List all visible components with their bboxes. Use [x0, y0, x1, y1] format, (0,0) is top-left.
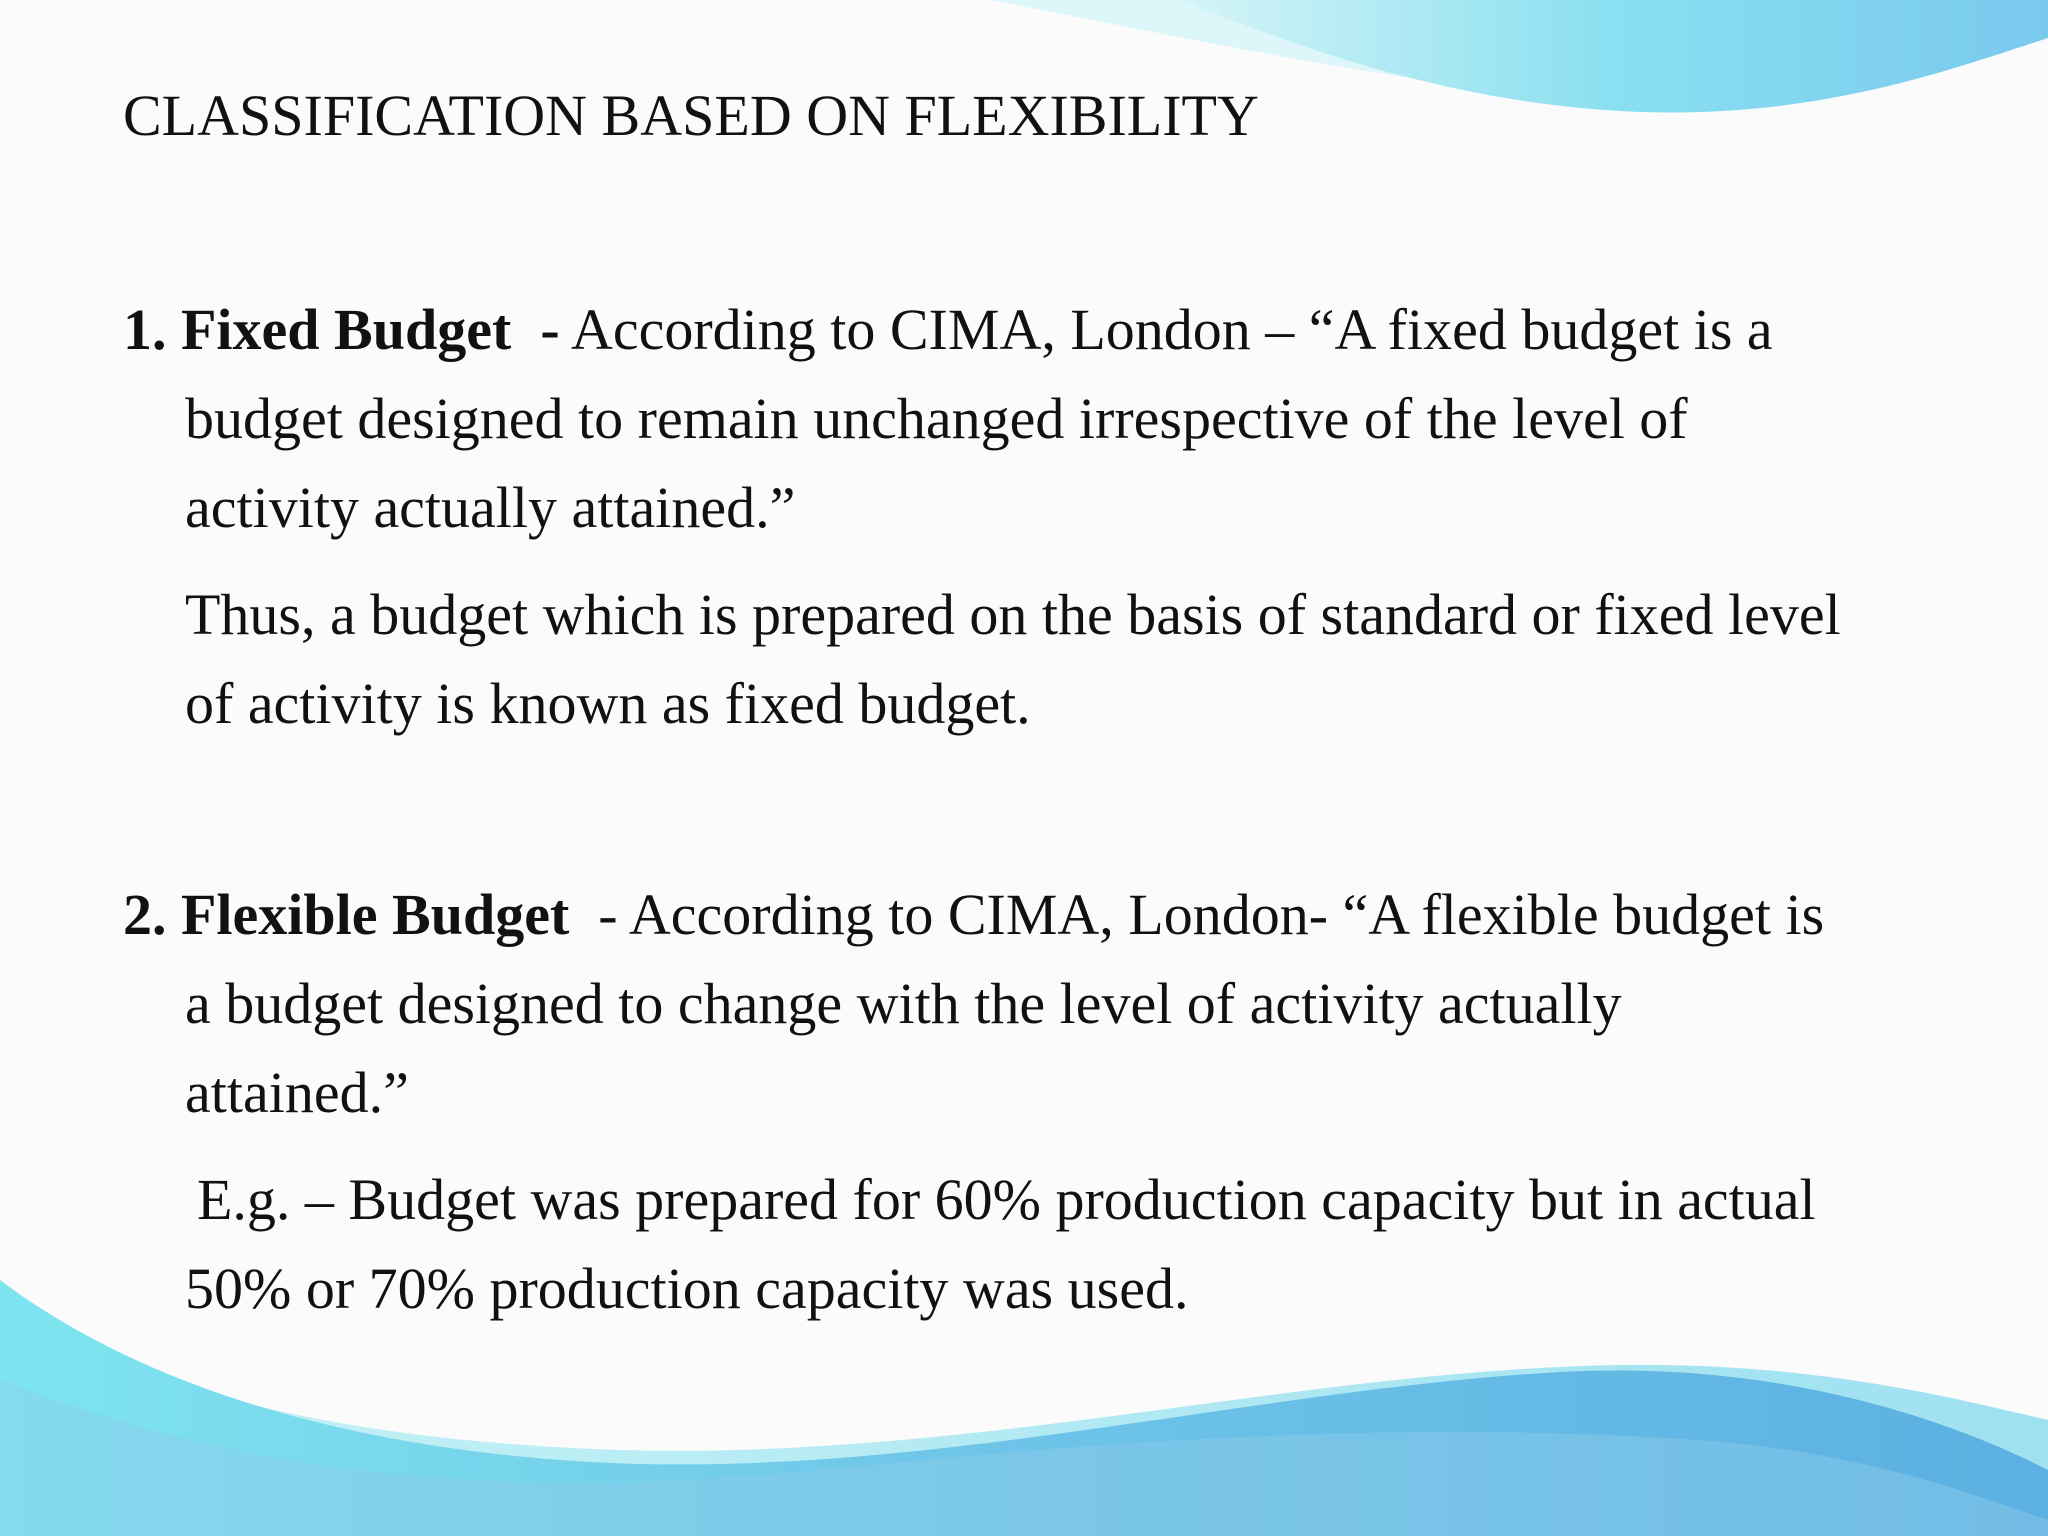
item-term: Flexible Budget [181, 882, 570, 947]
fixed-budget-definition-line [123, 285, 1933, 374]
example-paragraph [123, 1155, 1933, 1333]
slide-title: CLASSIFICATION BASED ON FLEXIBILITY [123, 83, 1259, 148]
item-number: 1. [123, 297, 167, 362]
definition-text: According to CIMA, London- “A flexible budget is [628, 882, 1825, 947]
definition-continuation: budget designed to remain unchanged irrespective of the level of [185, 386, 1688, 451]
flexible-budget-definition-line [123, 870, 1933, 959]
example-line: 50% or 70% production capacity was used. [185, 1256, 1189, 1321]
definition-continuation: attained.” [185, 1060, 409, 1125]
fixed-budget-item [123, 285, 1933, 748]
flexible-budget-item [123, 870, 1933, 1333]
item-dash: - [540, 297, 560, 362]
definition-text: According to CIMA, London – “A fixed budget is a [570, 297, 1773, 362]
example-line: E.g. – Budget was prepared for 60% production capacity but in actual [197, 1167, 1816, 1232]
explanation-line: of activity is known as fixed budget. [185, 671, 1031, 736]
item-number: 2. [123, 882, 167, 947]
item-dash: - [598, 882, 618, 947]
explanation-paragraph [123, 570, 1933, 748]
definition-continuation: activity actually attained.” [185, 475, 796, 540]
explanation-line: Thus, a budget which is prepared on the basis of standard or fixed level [185, 582, 1841, 647]
definition-continuation: a budget designed to change with the level of activity actually [185, 971, 1622, 1036]
item-term: Fixed Budget [181, 297, 512, 362]
